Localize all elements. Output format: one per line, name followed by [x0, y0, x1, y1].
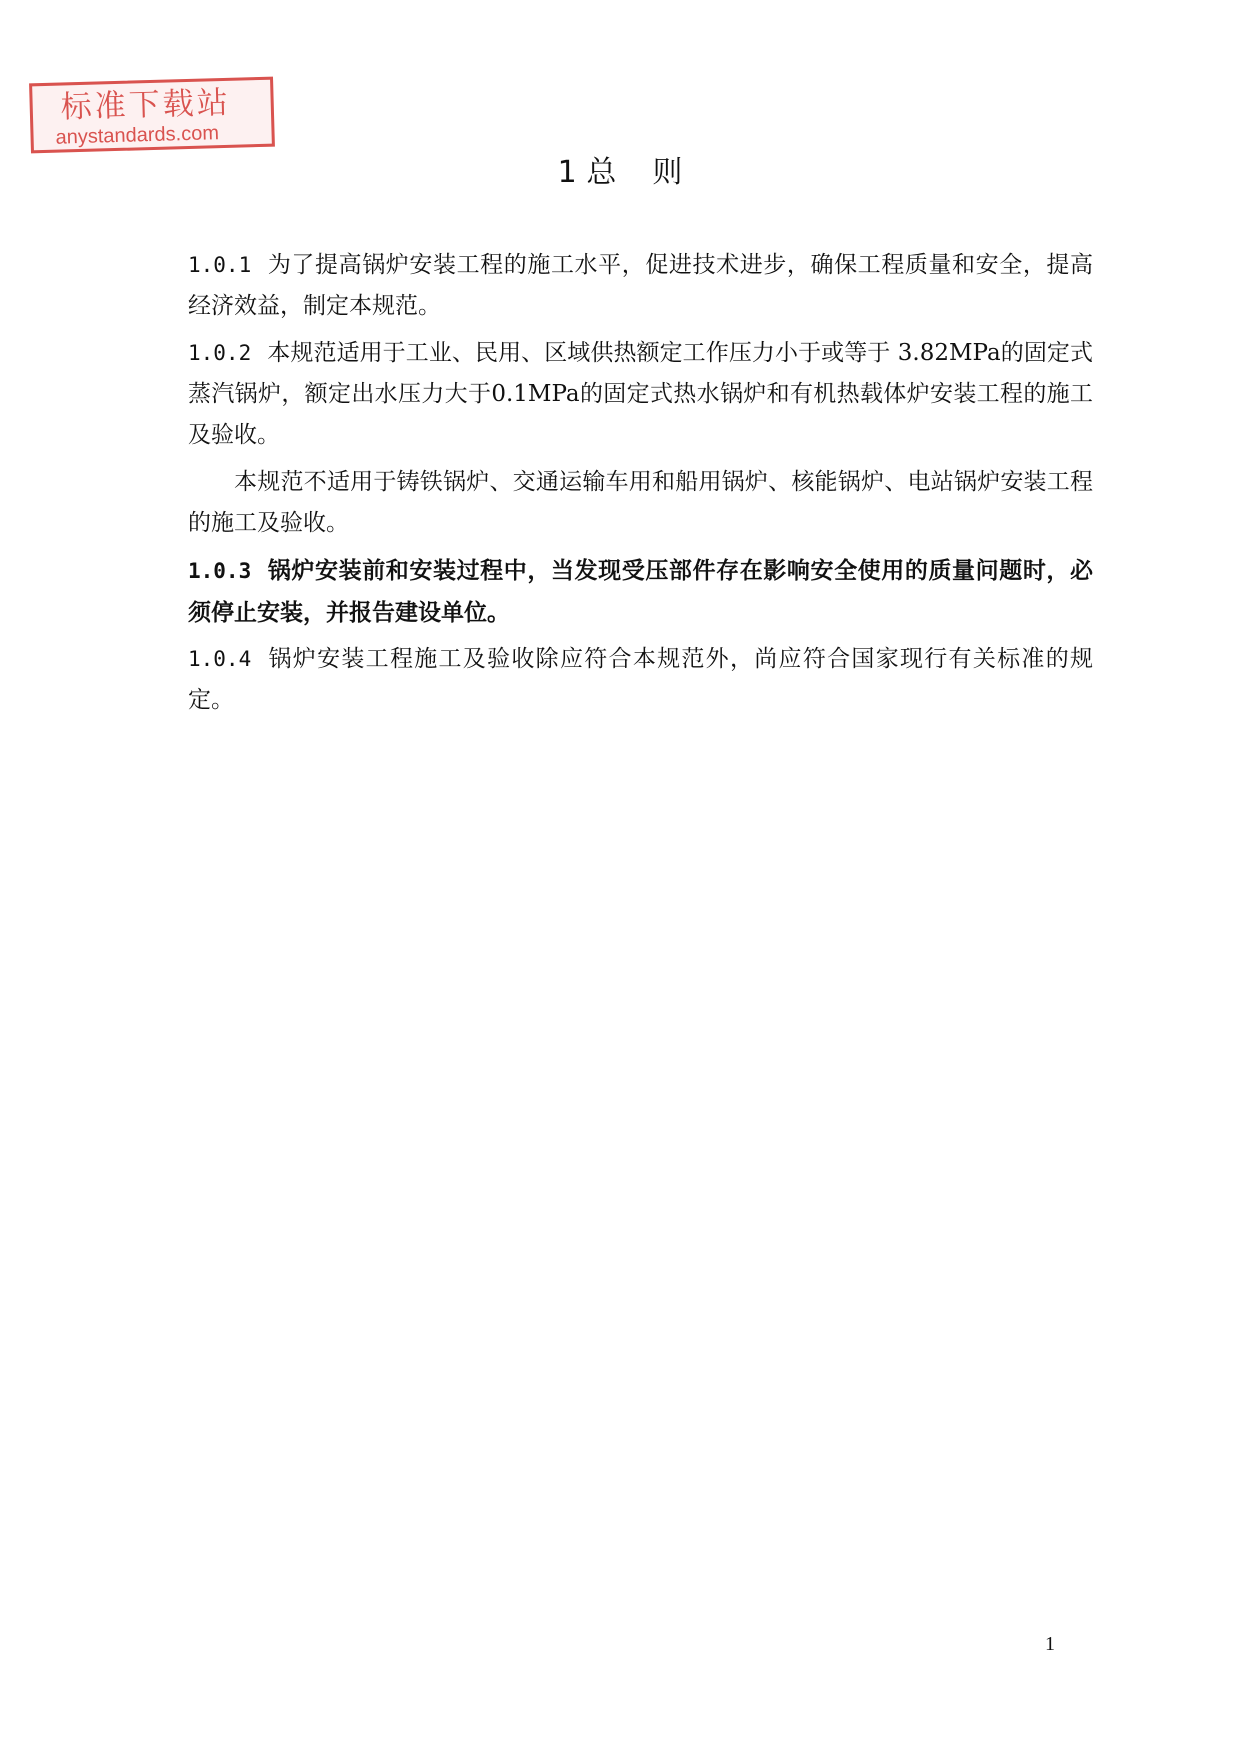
- clause-text: 锅炉安装工程施工及验收除应符合本规范外，尚应符合国家现行有关标准的规定。: [188, 646, 1093, 713]
- clause-1-0-1: [188, 245, 1093, 327]
- clause-1-0-2: [188, 333, 1093, 456]
- clause-text: 本规范不适用于铸铁锅炉、交通运输车用和船用锅炉、核能锅炉、电站锅炉安装工程的施工及验收。: [188, 469, 1093, 536]
- chapter-title-part2: 则: [652, 155, 683, 190]
- clause-number: 1.0.1: [188, 253, 252, 277]
- chapter-title: [0, 150, 1240, 196]
- chapter-number: 1: [557, 155, 577, 190]
- clause-text: 锅炉安装前和安装过程中，当发现受压部件存在影响安全使用的质量问题时，必须停止安装，并报告建设单位。: [188, 557, 1093, 626]
- clause-1-0-4: [188, 639, 1093, 721]
- clause-number: 1.0.2: [188, 341, 252, 365]
- clause-text: 为了提高锅炉安装工程的施工水平，促进技术进步，确保工程质量和安全，提高经济效益，制定本规范。: [188, 252, 1093, 319]
- document-body: [188, 245, 1093, 727]
- chapter-title-part1: 总: [586, 155, 617, 190]
- clause-number: 1.0.4: [188, 647, 252, 671]
- watermark-stamp: [29, 77, 275, 154]
- clause-number: 1.0.3: [188, 559, 252, 583]
- clause-1-0-3: [188, 550, 1093, 633]
- stamp-text-english: anystandards.com: [55, 122, 220, 149]
- stamp-text-chinese: 标准下载站: [60, 84, 232, 126]
- page-number: 1: [1045, 1633, 1055, 1655]
- clause-text: 本规范适用于工业、民用、区域供热额定工作压力小于或等于 3.82MPa的固定式蒸汽锅炉，额定出水压力大于0.1MPa的固定式热水锅炉和有机热载体炉安装工程的施工及验收。: [188, 340, 1093, 448]
- clause-1-0-2-paragraph-2: [188, 462, 1093, 544]
